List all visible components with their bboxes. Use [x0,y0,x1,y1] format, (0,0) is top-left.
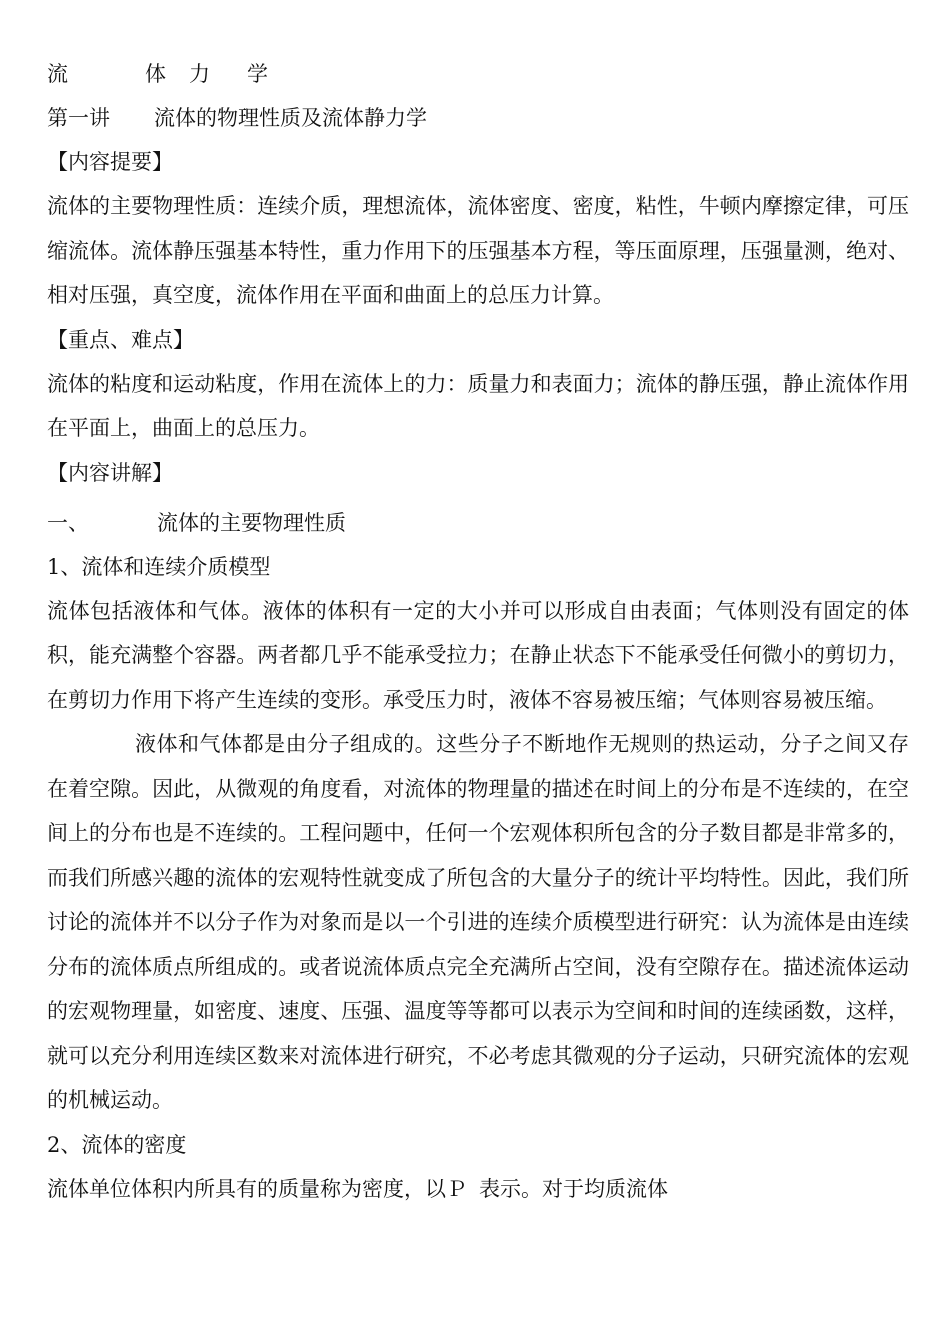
subsection-2-title: 2、流体的密度 [47,1132,187,1157]
density-definition-tail: 表示。对于均质流体 [479,1176,668,1201]
title-char-3: 力 [189,62,211,86]
lecture-title: 流体的物理性质及流体静力学 [154,106,427,130]
title-char-2: 体 [145,62,167,86]
part-heading [47,501,909,545]
key-points-heading: 【重点、难点】 [47,327,194,352]
part-title: 流体的主要物理性质 [157,510,346,535]
key-points-text: 流体的粘度和运动粘度，作用在流体上的力：质量力和表面力；流体的静压强，静止流体作用在平面上，曲面上的总压力。 [47,371,909,440]
summary-heading: 【内容提要】 [47,150,173,174]
summary-text: 流体的主要物理性质：连续介质，理想流体，流体密度、密度，粘性，牛顿内摩擦定律，可压缩流体。流体静压强基本特性，重力作用下的压强基本方程，等压面原理，压强量测，绝对、相对压强，真空度，流体作用在平面和曲面上的总压力计算。 [47,194,909,307]
lecture-heading [47,96,909,140]
explanation-heading: 【内容讲解】 [47,460,173,485]
document-page [47,52,909,1211]
lecture-label: 第一讲 [47,106,110,130]
subsection-1-paragraph-2: 液体和气体都是由分子组成的。这些分子不断地作无规则的热运动，分子之间又存在着空隙。因此，从微观的角度看，对流体的物理量的描述在时间上的分布是不连续的，在空间上的分布也是不连续的。工程问题中，任何一个宏观体积所包含的分子数目都是非常多的，而我们所感兴趣的流体的宏观特性就变成了所包含的大量分子的统计平均特性。因此，我们所讨论的流体并不以分子作为对象而是以一个引进的连续介质模型进行研究：认为流体是由连续分布的流体质点所组成的。或者说流体质点完全充满所占空间，没有空隙存在。描述流体运动的宏观物理量，如密度、速度、压强、温度等等都可以表示为空间和时间的连续函数，这样，就可以充分利用连续区数来对流体进行研究，不必考虑其微观的分子运动，只研究流体的宏观的机械运动。 [47,732,909,1112]
title-char-4: 学 [247,62,269,86]
subsection-1-title: 1、流体和连续介质模型 [47,554,271,579]
subsection-1-paragraph-1: 流体包括液体和气体。液体的体积有一定的大小并可以形成自由表面；气体则没有固定的体积，能充满整个容器。两者都几乎不能承受拉力；在静止状态下不能承受任何微小的剪切力，在剪切力作用下将产生连续的变形。承受压力时，液体不容易被压缩；气体则容易被压缩。 [47,598,909,712]
subsection-2-text [47,1167,909,1211]
document-title [47,52,909,96]
title-char-1: 流 [47,62,69,86]
part-number: 一、 [47,510,89,535]
density-definition: 流体单位体积内所具有的质量称为密度，以Ｐ [47,1176,467,1201]
